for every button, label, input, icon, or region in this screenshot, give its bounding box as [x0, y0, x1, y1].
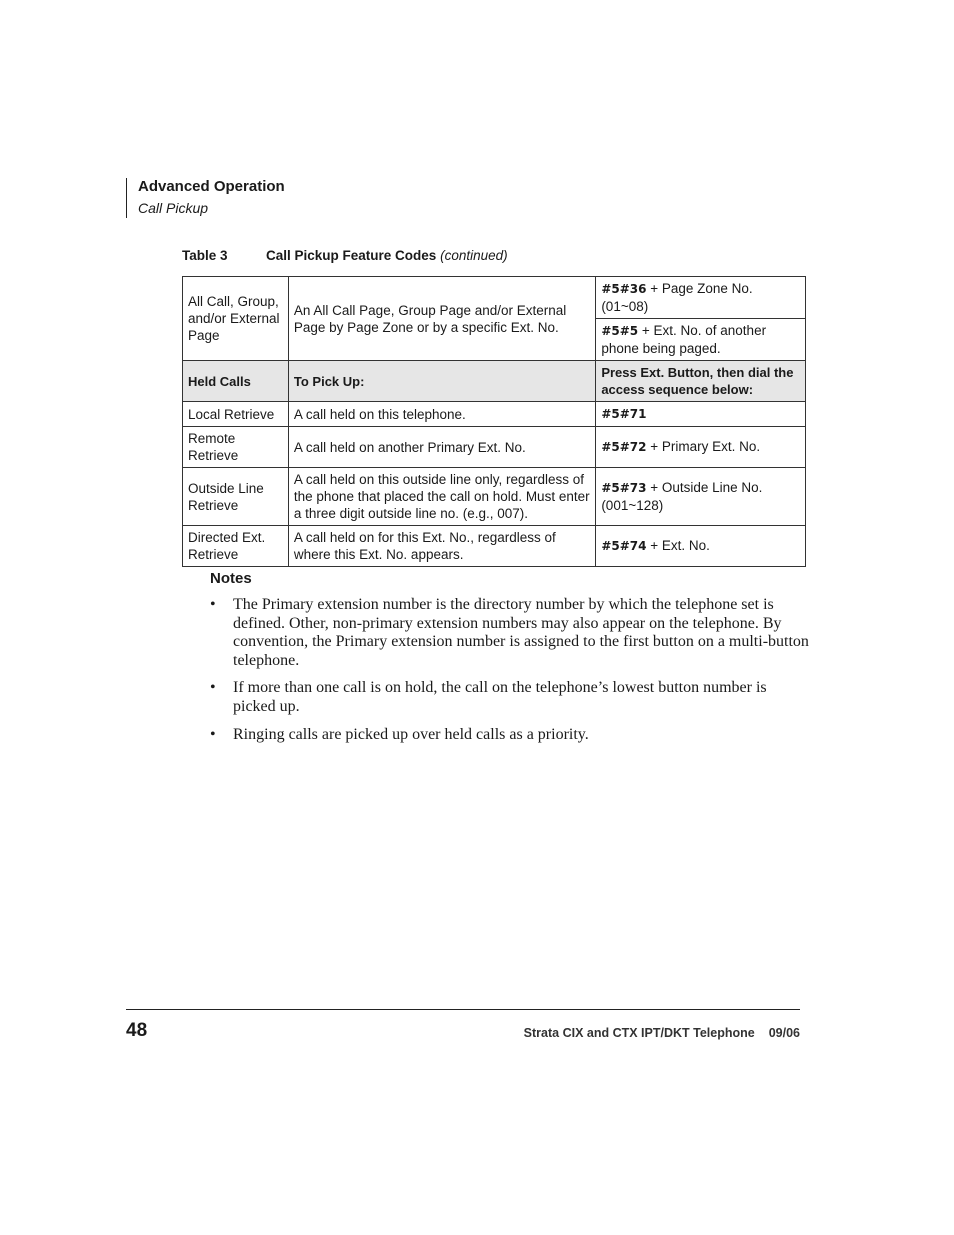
footer-title	[524, 1026, 800, 1040]
feature-cell: Directed Ext. Retrieve	[183, 526, 289, 567]
table-row	[183, 427, 806, 468]
notes-title: Notes	[210, 570, 252, 587]
access-code: #5#74	[601, 539, 647, 553]
bullet-icon: •	[210, 679, 216, 697]
code-cell	[596, 319, 806, 361]
description-cell: A call held on for this Ext. No., regardless of where this Ext. No. appears.	[288, 526, 595, 567]
bullet-icon: •	[210, 725, 216, 743]
page-number: 48	[126, 1020, 148, 1041]
code-cell	[596, 277, 806, 319]
note-text: The Primary extension number is the directory number by which the telephone set is defined. Other, non-primary extension numbers may also appear on the telephone. By convention, the Primary extension number is assigned to the first button on a multi-button telephone.	[233, 596, 809, 669]
note-text: If more than one call is on hold, the call on the telephone’s lowest button number is picked up.	[233, 679, 767, 715]
access-code: #5#5	[601, 324, 639, 338]
code-suffix: + Page Zone No. (01~08)	[601, 281, 753, 314]
notes-list	[210, 596, 810, 753]
feature-cell: Outside Line Retrieve	[183, 468, 289, 526]
document-title: Strata CIX and CTX IPT/DKT Telephone	[523, 1026, 755, 1040]
subsection-title: Call Pickup	[138, 200, 209, 216]
code-suffix: + Outside Line No. (001~128)	[601, 480, 763, 513]
code-cell	[596, 468, 806, 526]
feature-cell: All Call, Group, and/or External Page	[183, 277, 289, 361]
code-cell	[596, 526, 806, 567]
header-rule	[126, 178, 127, 218]
feature-cell: Local Retrieve	[183, 402, 289, 427]
list-item	[210, 596, 810, 670]
table-header-row	[183, 361, 806, 402]
document-date: 09/06	[768, 1026, 800, 1040]
section-title: Advanced Operation	[138, 178, 285, 195]
description-cell: A call held on another Primary Ext. No.	[288, 427, 595, 468]
description-cell: A call held on this telephone.	[288, 402, 595, 427]
table-continued: (continued)	[440, 248, 508, 263]
access-code: #5#72	[601, 440, 647, 454]
code-suffix: + Ext. No.	[646, 538, 710, 553]
access-code: #5#73	[601, 481, 647, 495]
header-held-calls: Held Calls	[183, 361, 289, 402]
note-text: Ringing calls are picked up over held calls as a priority.	[233, 725, 589, 743]
access-code: #5#36	[601, 282, 647, 296]
table-row	[183, 468, 806, 526]
table-number: Table 3	[182, 248, 228, 263]
description-cell: A call held on this outside line only, regardless of the phone that placed the call on hold. Must enter a three digit outside line no. (e.g., 007).	[288, 468, 595, 526]
list-item	[210, 679, 810, 716]
code-suffix: + Primary Ext. No.	[646, 439, 761, 454]
table-row	[183, 402, 806, 427]
code-cell	[596, 427, 806, 468]
feature-codes-table	[182, 276, 806, 567]
description-cell: An All Call Page, Group Page and/or External Page by Page Zone or by a specific Ext. No.	[288, 277, 595, 361]
code-cell	[596, 402, 806, 427]
header-access-sequence: Press Ext. Button, then dial the access sequence below:	[596, 361, 806, 402]
list-item	[210, 726, 810, 745]
bullet-icon: •	[210, 596, 216, 613]
footer-rule	[126, 1009, 800, 1010]
feature-cell: Remote Retrieve	[183, 427, 289, 468]
table-row	[183, 526, 806, 567]
code-suffix: + Ext. No. of another phone being paged.	[601, 323, 767, 356]
table-caption	[182, 248, 508, 263]
table-name: Call Pickup Feature Codes	[266, 248, 437, 263]
table-row	[183, 277, 806, 319]
access-code: #5#71	[601, 407, 647, 421]
header-to-pick-up: To Pick Up:	[288, 361, 595, 402]
